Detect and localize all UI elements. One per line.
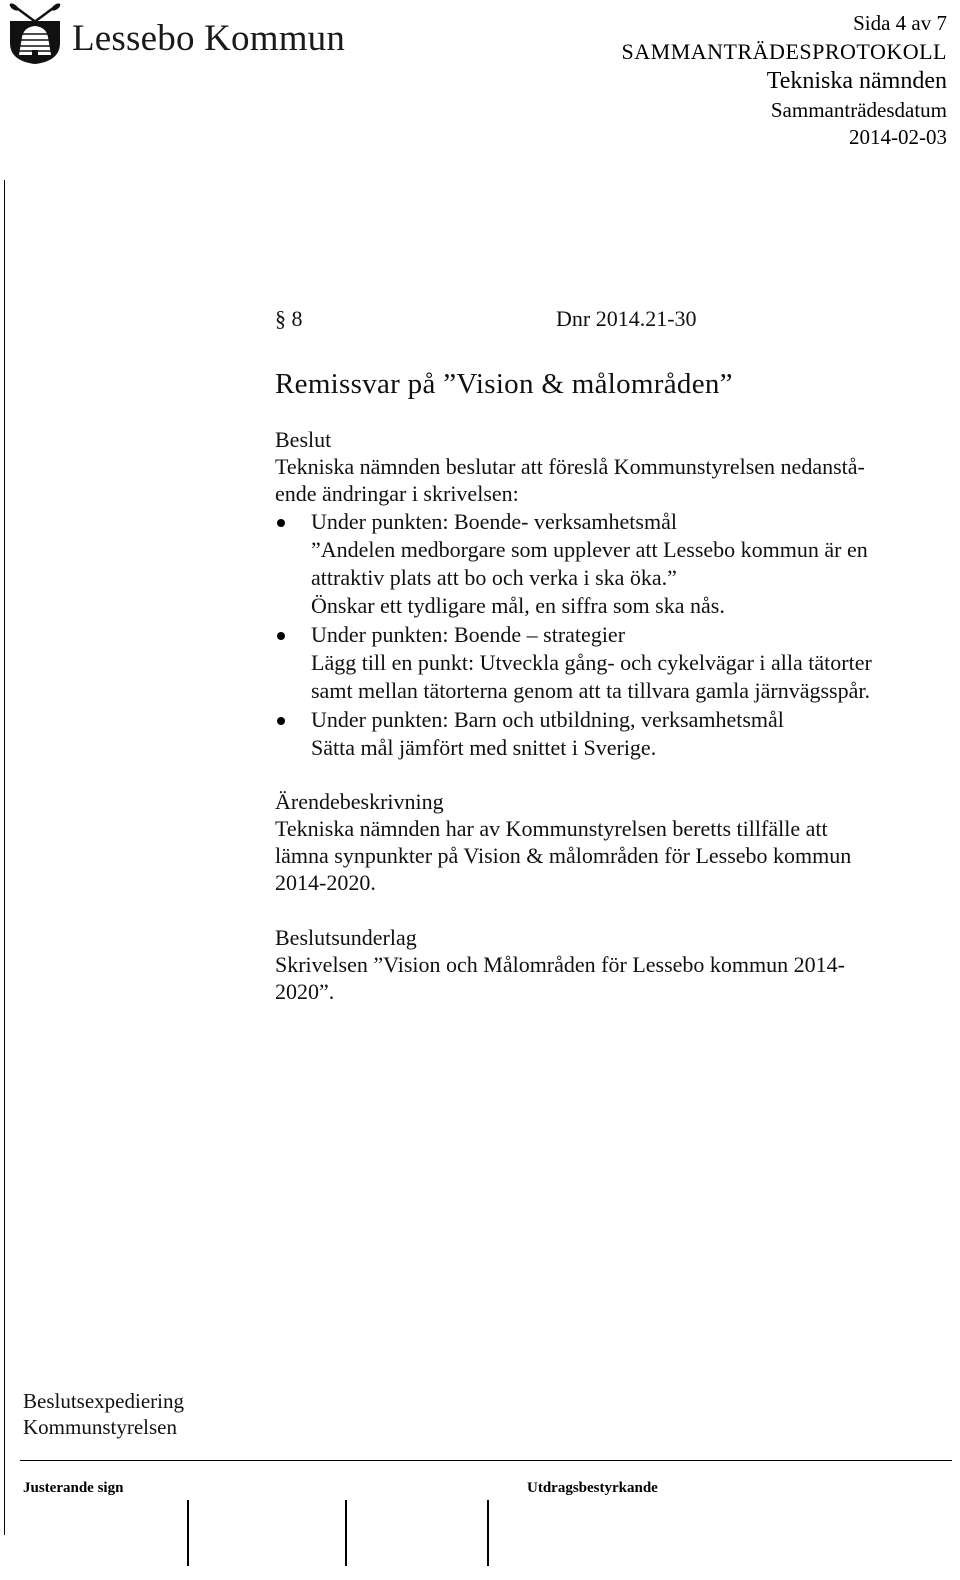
section-number: § 8 <box>275 306 303 331</box>
bullet-icon <box>277 717 285 725</box>
list-item: Under punkten: Boende- verksamhetsmål ”Andelen medborgare som upplever att Lessebo kommun är en attraktiv plats att bo och verka i ska öka.” Önskar ett tydligare mål, en siffra som ska nås. <box>275 508 945 620</box>
meeting-date: 2014-02-03 <box>849 125 947 149</box>
bullet-icon <box>277 519 285 527</box>
section-body <box>275 306 945 1005</box>
basis-block <box>275 924 945 1005</box>
signature-box-divider <box>487 1500 489 1566</box>
basis-text: Skrivelsen ”Vision och Målområden för Lessebo kommun 2014- 2020”. <box>275 952 845 1004</box>
expedition-block <box>23 1388 184 1440</box>
case-number: Dnr 2014.21-30 <box>556 306 697 331</box>
meeting-date-label: Sammanträdesdatum <box>770 98 947 122</box>
beehive-crest-icon <box>6 3 64 65</box>
board-name: Tekniska nämnden <box>766 68 947 94</box>
document-header <box>527 10 947 151</box>
section-header <box>275 306 945 338</box>
signature-label: Justerande sign <box>23 1480 124 1496</box>
description-text: Tekniska nämnden har av Kommunstyrelsen beretts tillfälle att lämna synpunkter på Vision & målområden för Lessebo kommun 2014-2020. <box>275 816 852 895</box>
decision-heading: Beslut <box>275 427 332 452</box>
list-item: Under punkten: Barn och utbildning, verksamhetsmål Sätta mål jämfört med snittet i Sverige. <box>275 706 945 762</box>
decision-list <box>275 508 945 762</box>
expedition-recipient: Kommunstyrelsen <box>23 1415 177 1439</box>
signature-box-divider <box>345 1500 347 1566</box>
footer-rule <box>20 1460 952 1461</box>
page-number: Sida 4 av 7 <box>853 11 947 35</box>
description-heading: Ärendebeskrivning <box>275 789 444 814</box>
decision-block <box>275 426 945 762</box>
left-margin-line <box>4 180 5 1535</box>
section-title: Remissvar på ”Vision & målområden” <box>275 368 733 400</box>
logo-wordmark: Lessebo Kommun <box>72 18 346 59</box>
signature-box-divider <box>187 1500 189 1566</box>
expedition-heading: Beslutsexpediering <box>23 1389 184 1413</box>
bullet-icon <box>277 632 285 640</box>
protocol-title: SAMMANTRÄDESPROTOKOLL <box>621 39 947 64</box>
decision-intro: Tekniska nämnden beslutar att föreslå Kommunstyrelsen nedanstå- ende ändringar i skrivelsen: <box>275 454 865 506</box>
list-item: Under punkten: Boende – strategier Lägg till en punkt: Utveckla gång- och cykelvägar i alla tätorter samt mellan tätorterna genom att ta tillvara gamla järnvägsspår. <box>275 621 945 705</box>
attestation-label: Utdragsbestyrkande <box>527 1480 658 1496</box>
basis-heading: Beslutsunderlag <box>275 925 417 950</box>
description-block <box>275 788 945 896</box>
municipality-logo <box>6 3 366 67</box>
